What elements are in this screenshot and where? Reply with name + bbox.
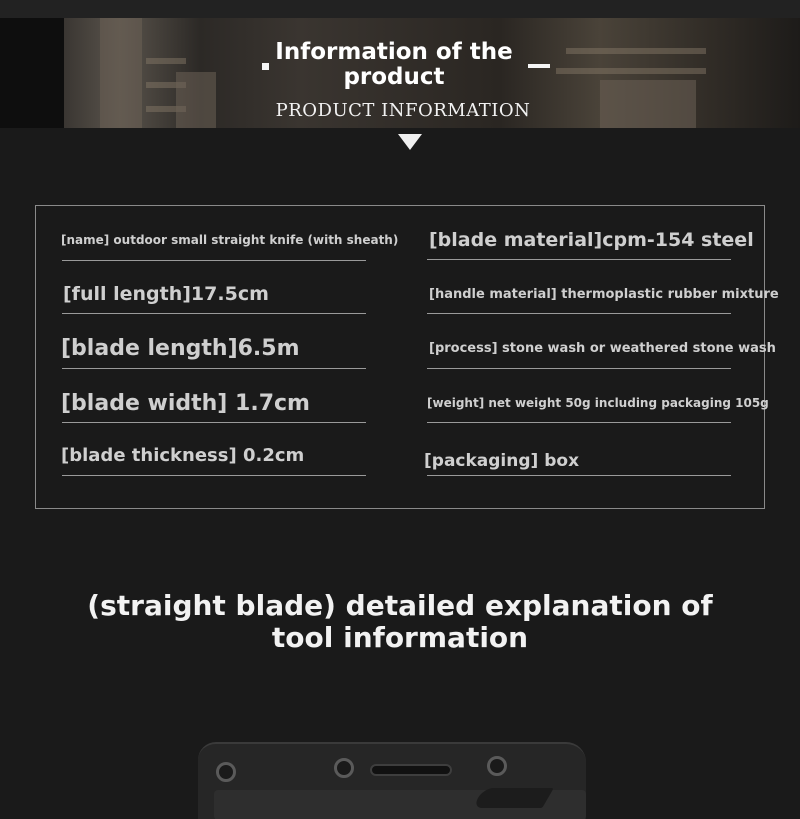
- plank: [566, 48, 706, 54]
- banner-subtitle: PRODUCT INFORMATION: [275, 100, 531, 121]
- eyelet: [216, 762, 236, 782]
- spec-blade-width: [blade width] 1.7cm: [61, 391, 310, 416]
- accent-line: [528, 64, 550, 68]
- spec-full-length: [full length]17.5cm: [63, 283, 269, 305]
- plank: [556, 68, 706, 74]
- spec-divider: [62, 422, 366, 423]
- eyelet: [487, 756, 507, 776]
- spec-packaging: [packaging] box: [424, 451, 580, 471]
- spec-divider: [427, 368, 731, 369]
- plank: [146, 58, 186, 64]
- spec-divider: [62, 475, 366, 476]
- section-headline: (straight blade) detailed explanation of tool information: [87, 589, 713, 654]
- spec-weight: [weight] net weight 50g including packaging 105g: [427, 396, 769, 410]
- spec-divider: [427, 422, 731, 423]
- spec-divider: [427, 259, 731, 260]
- sheath-hook: [472, 788, 554, 808]
- sheath-slot: [370, 764, 452, 776]
- banner-title: Information of the product: [275, 39, 513, 90]
- spec-divider: [427, 475, 731, 476]
- crate-left: [100, 18, 142, 128]
- spec-handle-material: [handle material] thermoplastic rubber mixture: [429, 287, 779, 302]
- spec-blade-material: [blade material]cpm-154 steel: [429, 229, 754, 251]
- knife-sheath-image: [198, 742, 586, 819]
- crate-mid: [176, 72, 216, 128]
- spec-divider: [62, 313, 366, 314]
- spec-blade-length: [blade length]6.5m: [61, 336, 300, 361]
- crate-right: [600, 80, 696, 128]
- spec-name: [name] outdoor small straight knife (with sheath): [61, 233, 399, 247]
- spec-divider: [62, 368, 366, 369]
- spec-divider: [62, 260, 366, 261]
- spec-process: [process] stone wash or weathered stone wash: [429, 341, 776, 356]
- down-triangle-icon: [398, 134, 422, 150]
- spec-blade-thickness: [blade thickness] 0.2cm: [61, 445, 305, 466]
- top-bar: [0, 0, 800, 18]
- spec-divider: [427, 313, 731, 314]
- eyelet: [334, 758, 354, 778]
